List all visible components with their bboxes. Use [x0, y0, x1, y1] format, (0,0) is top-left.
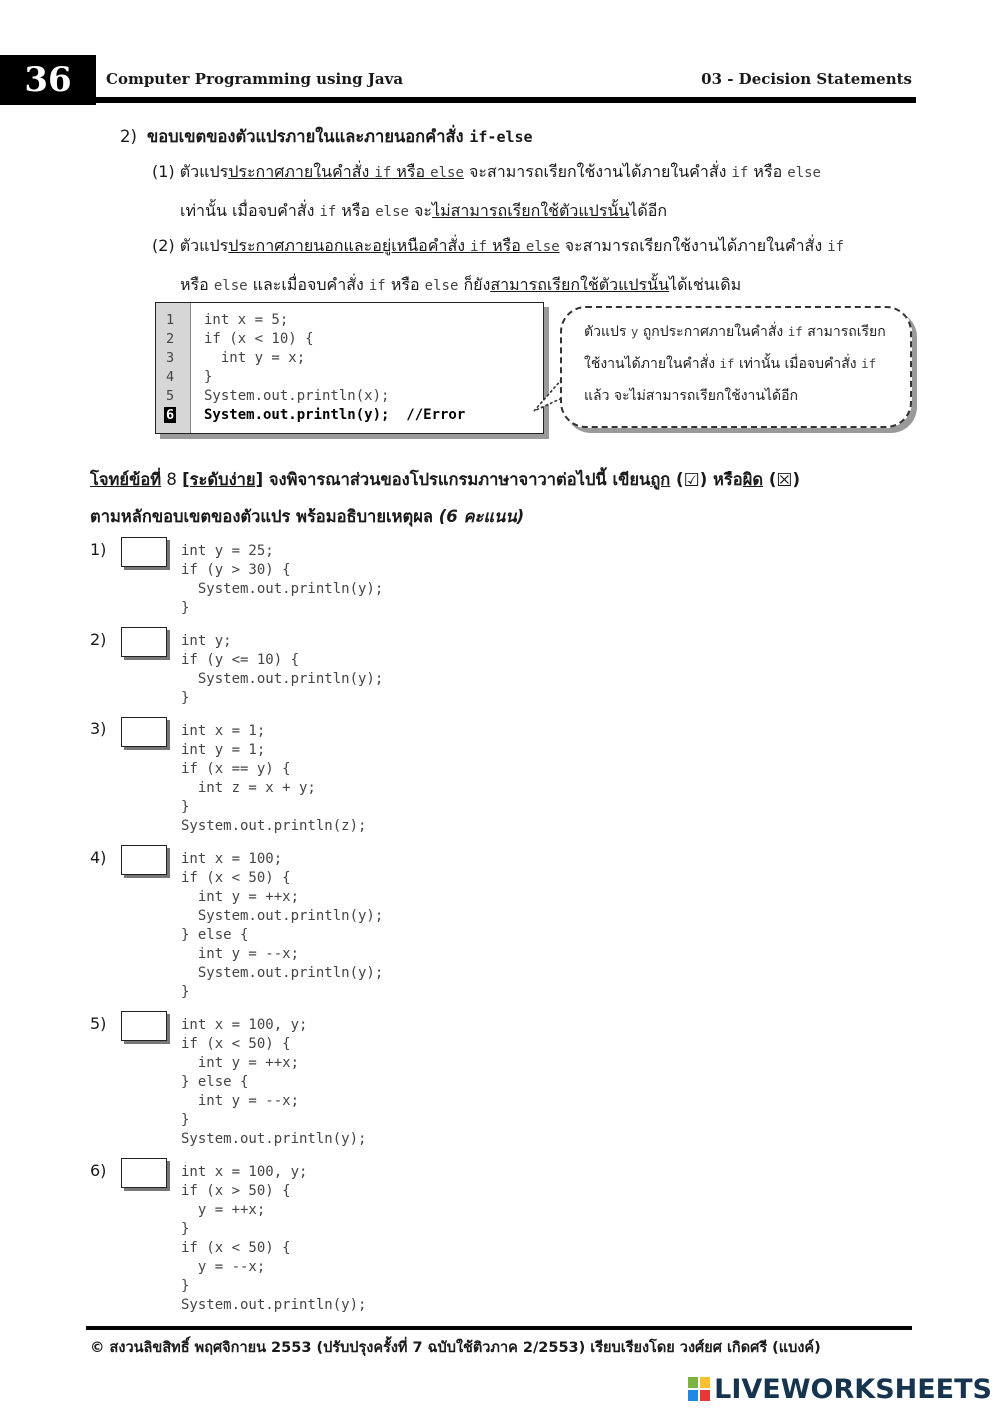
line-number: 1 [166, 312, 175, 328]
code-line: System.out.println(x); [204, 388, 390, 404]
exercise-correct-word: ถูก [650, 470, 671, 489]
code-keyword: if [374, 165, 392, 181]
code-keyword: if [470, 239, 487, 255]
rule-text: หรือ [336, 201, 376, 220]
rule-text: จะ [408, 201, 433, 220]
line-number-highlighted: 6 [166, 407, 175, 423]
exercise-instruction: จงพิจารณาส่วนของโปรแกรมภาษาจาวาต่อไปนี้ เขียน [263, 470, 651, 489]
chapter-title: 03 - Decision Statements [701, 70, 912, 88]
code-keyword: if [368, 278, 386, 294]
code-line: int x = 5; [204, 312, 289, 328]
page-number: 36 [0, 55, 96, 105]
rule-text: ก็ยัง [458, 275, 491, 294]
question-number: 1) [90, 540, 107, 559]
rule-text: หรือ [486, 236, 526, 255]
book-title: Computer Programming using Java [106, 70, 404, 88]
section-title [120, 124, 533, 150]
exercise-label: โจทย์ข้อที่ [90, 470, 162, 489]
rule-text: ประกาศภายในคำสั่ง [228, 162, 375, 181]
exercise-heading: โจทย์ข้อที่ 8 [ระดับง่าย] จงพิจารณาส่วนของโปรแกรมภาษาจาวาต่อไปนี้ เขียนถูก (☑) หรือผิด (☒) [90, 470, 801, 491]
rule-text: หรือ [180, 275, 214, 294]
rule-text: ประกาศภายนอกและอยู่เหนือคำสั่ง [228, 236, 471, 255]
exercise-instruction: ตามหลักขอบเขตของตัวแปร พร้อมอธิบายเหตุผล [90, 507, 433, 526]
brand-text: LIVEWORKSHEETS [714, 1374, 992, 1405]
cross-box-icon: ☒ [776, 470, 793, 491]
rule-text: ตัวแปร [179, 162, 229, 181]
rule-text: ตัวแปร [179, 236, 229, 255]
rule-text: เท่านั้น เมื่อจบคำสั่ง [180, 201, 320, 220]
code-keyword: else [213, 278, 248, 294]
exercise-number: 8 [161, 470, 183, 489]
answer-box[interactable] [121, 627, 167, 657]
question-code: int y = 25; if (y > 30) { System.out.println(y); } [181, 543, 384, 616]
code-keyword: if [731, 165, 749, 181]
example-code-box [155, 302, 544, 434]
liveworksheets-logo-icon [688, 1377, 710, 1401]
answer-box[interactable] [121, 537, 167, 567]
question-code: int x = 1; int y = 1; if (x == y) { int z = x + y; } System.out.println(z); [181, 723, 367, 834]
line-number: 4 [166, 369, 175, 385]
question-number: 4) [90, 848, 107, 867]
exercise-level: [ระดับง่าย] [182, 470, 264, 489]
callout-text-part: แล้ว จะไม่สามารถเรียกใช้งานได้อีก [584, 388, 799, 404]
rule-text: และเมื่อจบคำสั่ง [247, 275, 369, 294]
brand-logo[interactable] [688, 1374, 992, 1405]
rule-text: จะสามารถเรียกใช้งานได้ภายในคำสั่ง [559, 236, 828, 255]
answer-box[interactable] [121, 1011, 167, 1041]
question-number: 6) [90, 1161, 107, 1180]
answer-box[interactable] [121, 717, 167, 747]
code-keyword: y [630, 324, 639, 339]
code-keyword: else [375, 204, 409, 220]
callout-text [584, 316, 894, 412]
question-code: int x = 100, y; if (x > 50) { y = ++x; } if (x < 50) { y = --x; } System.out.println(y); [181, 1164, 367, 1313]
code-keyword: else [525, 239, 560, 255]
exercise-wrong-word: ผิด [742, 470, 764, 489]
code-line: if (x < 10) { [204, 331, 314, 347]
callout-text-part: เท่านั้น เมื่อจบคำสั่ง [734, 356, 862, 372]
code-line: int y = x; [204, 350, 306, 366]
copyright-footer: © สงวนลิขสิทธิ์ พฤศจิกายน 2553 (ปรับปรุงครั้งที่ 7 ฉบับใช้ติวภาค 2/2553) เรียบเรียงโดย วงศ์ยศ เกิดศรี (แบงค์) [90, 1340, 821, 1356]
callout-text-part: ตัวแปร [584, 324, 631, 340]
callout-text-part: ถูกประกาศภายในคำสั่ง [638, 324, 788, 340]
exercise-score: (6 คะแนน) [438, 507, 525, 526]
line-number: 3 [166, 350, 175, 366]
answer-box[interactable] [121, 1158, 167, 1188]
check-box-icon: ☑ [683, 470, 700, 491]
question-number: 3) [90, 719, 107, 738]
code-keyword: if [719, 356, 735, 371]
rule-1 [152, 153, 912, 231]
code-line: } [204, 369, 213, 385]
rule-number: (1) [152, 162, 175, 181]
rule-underline [228, 236, 559, 255]
question-code: int x = 100; if (x < 50) { int y = ++x; System.out.println(y); } else { int y = --x; System.out.println(y); } [181, 851, 384, 1000]
code-keyword: else [430, 165, 464, 181]
exercise-instruction: หรือ [707, 470, 743, 489]
question-code: int y; if (y <= 10) { System.out.println(y); } [181, 633, 384, 706]
rule-text: จะสามารถเรียกใช้งานได้ภายในคำสั่ง [463, 162, 732, 181]
code-line-error: System.out.println(y); //Error [204, 407, 466, 423]
callout-text-part: สามารถเรียกใช้งานได้ภายในคำสั่ง [584, 324, 886, 372]
question-code: int x = 100, y; if (x < 50) { int y = ++x; } else { int y = --x; } System.out.println(y); [181, 1017, 367, 1147]
rule-text: หรือ [391, 162, 431, 181]
line-number: 5 [166, 388, 175, 404]
line-number: 2 [166, 331, 175, 347]
rule-text: ได้อีก [629, 201, 668, 220]
explanation-callout [560, 306, 912, 428]
rule-text: หรือ [748, 162, 788, 181]
code-keyword: if [861, 356, 877, 371]
question-number: 5) [90, 1014, 107, 1033]
rule-underline: สามารถเรียกใช้ตัวแปรนั้น [490, 275, 670, 294]
section-number: 2) [120, 127, 137, 146]
answer-box[interactable] [121, 845, 167, 875]
rule-text: ได้เช่นเดิม [669, 275, 742, 294]
section-title-text: ขอบเขตของตัวแปรภายในและภายนอกคำสั่ง [146, 127, 464, 146]
footer-divider [86, 1326, 912, 1330]
code-keyword: else [424, 278, 459, 294]
code-keyword: if [319, 204, 337, 220]
code-keyword: if [827, 239, 845, 255]
rule-2 [152, 227, 912, 305]
rule-text: หรือ [385, 275, 425, 294]
rule-underline: ไม่สามารถเรียกใช้ตัวแปรนั้น [432, 201, 630, 220]
exercise-heading-line2 [90, 504, 524, 530]
section-keyword: if-else [469, 128, 533, 146]
rule-number: (2) [152, 236, 175, 255]
code-keyword: if [787, 324, 803, 339]
rule-underline [228, 162, 464, 181]
question-number: 2) [90, 630, 107, 649]
header-divider [96, 97, 916, 103]
code-keyword: else [787, 165, 821, 181]
